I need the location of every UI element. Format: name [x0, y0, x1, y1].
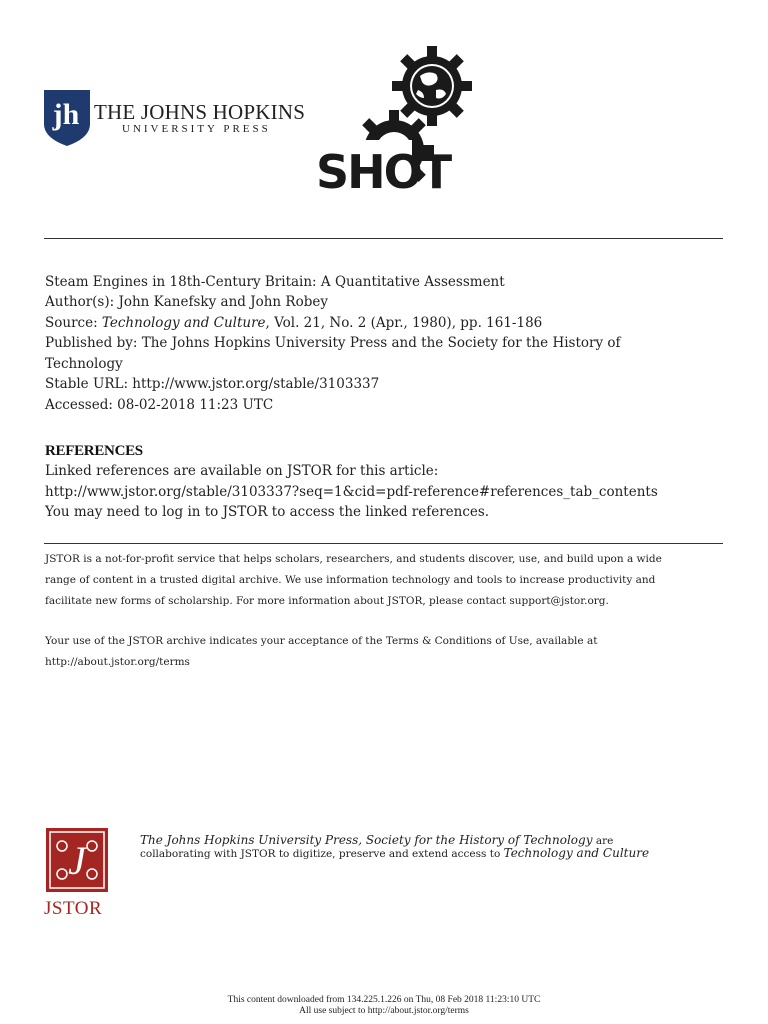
notice-p2-line1: Your use of the JSTOR archive indicates your acceptance of the Terms & Conditions of Use, available at: [45, 635, 598, 647]
jstor-emblem-icon: [46, 828, 108, 892]
svg-text:jh: jh: [52, 98, 80, 131]
collaboration-line-1: [140, 833, 613, 847]
collaboration-text: collaborating with JSTOR to digitize, preserve and extend access to: [140, 848, 504, 860]
svg-text:J: J: [68, 838, 86, 883]
source-journal: Technology and Culture: [101, 315, 266, 331]
notice-p1-line3: facilitate new forms of scholarship. For more information about JSTOR, please contact support@jstor.org.: [45, 595, 609, 607]
middle-rule: [44, 543, 723, 544]
source-line: [45, 314, 542, 332]
references-link[interactable]: http://www.jstor.org/stable/3103337?seq=1&cid=pdf-reference#references_tab_contents: [45, 484, 658, 500]
jstor-wordmark: JSTOR: [44, 898, 103, 919]
collaboration-line-2: [140, 846, 649, 860]
notice-p1-line2: range of content in a trusted digital archive. We use information technology and tools to increase productivity and: [45, 574, 656, 586]
published-by-line-2: Technology: [45, 356, 123, 372]
source-details: , Vol. 21, No. 2 (Apr., 1980), pp. 161-186: [265, 315, 543, 331]
references-login-note: You may need to log in to JSTOR to access the linked references.: [45, 504, 490, 520]
published-by-line: Published by: The Johns Hopkins University Press and the Society for the History of: [45, 335, 621, 351]
accessed-date: Accessed: 08-02-2018 11:23 UTC: [45, 397, 274, 413]
download-footer-line2: All use subject to http://about.jstor.org/terms: [299, 1006, 469, 1016]
notice-p1-line1: JSTOR is a not-for-profit service that helps scholars, researchers, and students discover, use, and build upon a wide: [45, 553, 662, 565]
collaboration-publishers: The Johns Hopkins University Press, Society for the History of Technology: [140, 833, 593, 847]
shot-text: SHOT: [316, 145, 451, 194]
stable-url[interactable]: Stable URL: http://www.jstor.org/stable/3103337: [45, 376, 380, 392]
jhu-shield-icon: [44, 90, 90, 146]
top-rule: [44, 238, 723, 239]
gear-globe-icon: [312, 44, 472, 194]
article-title: Steam Engines in 18th-Century Britain: A Quantitative Assessment: [45, 274, 505, 290]
authors-label: Author(s):: [45, 294, 115, 310]
download-footer-line1: This content downloaded from 134.225.1.226 on Thu, 08 Feb 2018 11:23:10 UTC: [227, 995, 541, 1005]
shot-logo: [312, 44, 472, 194]
references-intro: Linked references are available on JSTOR for this article:: [45, 463, 439, 479]
collaboration-are: are: [592, 835, 614, 847]
jstor-logo: [44, 828, 110, 920]
terms-link[interactable]: http://about.jstor.org/terms: [45, 656, 190, 668]
authors-line: [45, 293, 328, 311]
jhu-name: THE JOHNS HOPKINS: [94, 100, 306, 124]
collaboration-journal: Technology and Culture: [503, 846, 650, 860]
references-heading: REFERENCES: [45, 443, 143, 459]
source-label: Source:: [45, 315, 98, 331]
authors-value: John Kanefsky and John Robey: [118, 294, 328, 310]
jhu-subtitle: UNIVERSITY PRESS: [122, 123, 271, 135]
jhu-press-logo: [44, 90, 306, 150]
